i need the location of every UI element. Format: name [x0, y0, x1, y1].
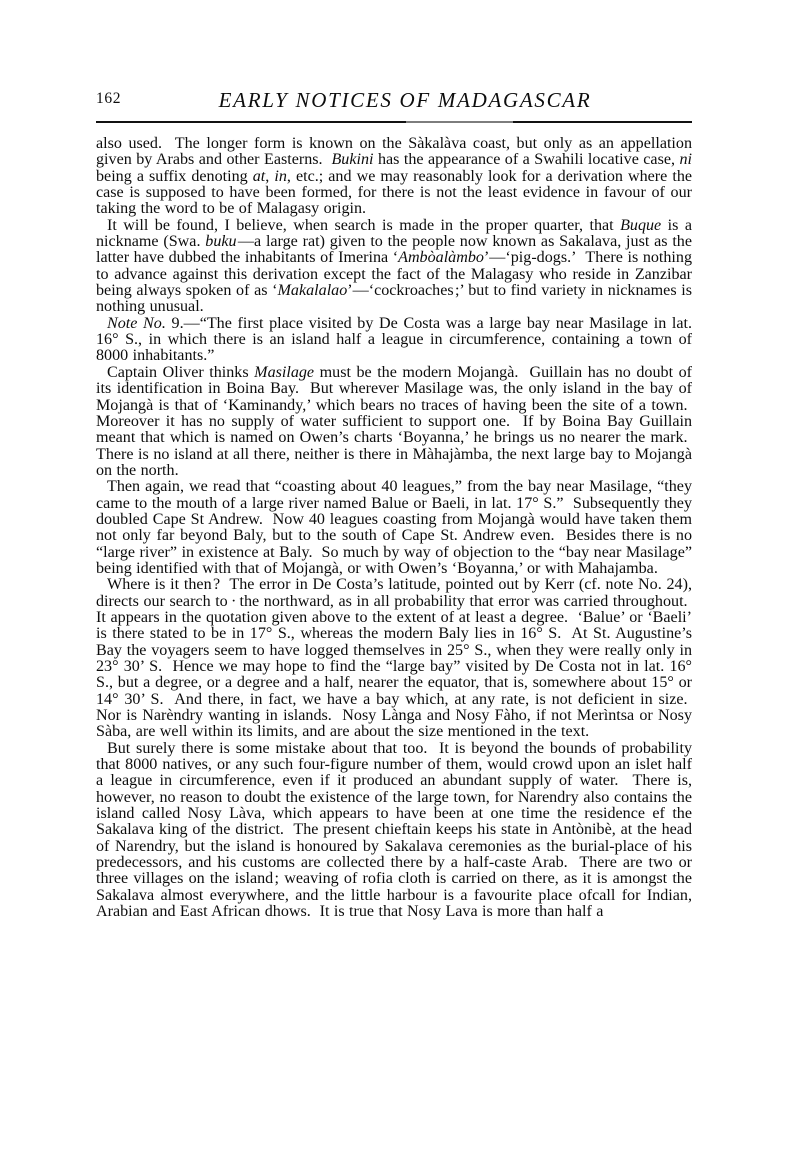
paragraph: But surely there is some mistake about that too. It is beyond the bounds of probability that 8000 natives, or any such four-figure number of them, would crowd upon an islet half a league in circumference, even if it produced an abundant supply of water. There is, however, no reason to doubt the existence of the large town, for Narendry also contains the island called Nosy Làva, which appears to have been at one time the residence ef the Sakalava king of the district. The present chieftain keeps his state in Antònibè, at the head of Narendry, but the island is honoured by Sakalava ceremonies as the burial-place of his predecessors, and his customs are collected there by a half-caste Arab. There are two or three villages on the island ; weaving of rofia cloth is carried on there, as it is amongst the Sakalava almost everywhere, and the little harbour is a favourite place ofcall for Indian, Arabian and East African dhows. It is true that Nosy Lava is more than half a — [96, 739, 692, 921]
paragraph: Where is it then ? The error in De Costa’s latitude, pointed out by Kerr (cf. note No. 24), directs our search to · the northward, as in all probability that error was carried throughout. It appears in the quotation given above to the extent of at least a degree. ‘Balue’ or ‘Baeli’ is there stated to be in 17° S., whereas the modern Baly lies in 16° S. At St. Augustine’s Bay the voyagers seem to have logged themselves in 25° S., when they were really only in 23° 30’ S. Hence we may hope to find the “large bay” visited by De Costa not in lat. 16° S., but a degree, or a degree and a half, nearer the equator, that is, somewhere about 15° or 14° 30’ S. And there, in fact, we have a bay which, at any rate, is not deficient in size. Nor is Narèndry wanting in islands. Nosy Lànga and Nosy Fàho, if not Merìntsa or Nosy Sàba, are well within its limits, and are about the size mentioned in the text. — [96, 576, 692, 741]
paragraph: Note No. 9.—“The first place visited by De Costa was a large bay near Masilage in lat. 16° S., in which there is an island half a league in circumference, containing a town of 8000 inhabitants.” — [96, 314, 693, 365]
running-title: EARLY NOTICES OF MADAGASCAR — [218, 88, 592, 112]
header-divider-rule — [96, 121, 692, 123]
paragraph: also used. The longer form is known on the Sàkalàva coast, but only as an appellation given by Arabs and other Easterns. Bukini has the appearance of a Swahili locative case, ni being a suffix denoting at, in, etc.; and we may reasonably look for a derivation where the case is supposed to have been formed, for there is not the least evidence in favour of our taking the word to be of Malagasy origin. — [96, 135, 693, 218]
paragraph: Captain Oliver thinks Masilage must be the modern Mojangà. Guillain has no doubt of its identification in Boina Bay. But wherever Masilage was, the only island in the bay of Mojangà is that of ‘Kaminandy,’ which bears no traces of having been the site of a town. Moreover it has no supply of water sufficient to support one. If by Boina Bay Guillain meant that which is named on Owen’s charts ‘Boyanna,’ he brings us no nearer the mark. There is no island at all there, neither is there in Màhajàmba, the next large bay to Mojangà on the north. — [96, 363, 692, 479]
paragraph: It will be found, I believe, when search is made in the proper quarter, that Buque is a nickname (Swa. buku —a large rat) given to the people now known as Sakalava, just as the latter have dubbed the inhabitants of Imerina ‘Ambòalàmbo’—‘pig-dogs.’ There is nothing to advance against this derivation except the fact of the Malagasy who reside in Zanzibar being always spoken of as ‘Makalalao’—‘cockroaches ;’ but to find variety in nicknames is nothing unusual. — [96, 216, 692, 316]
body-text-block — [96, 136, 692, 921]
page-folio-number: 162 — [96, 90, 122, 107]
running-head — [96, 88, 692, 114]
paragraph: Then again, we read that “coasting about 40 leagues,” from the bay near Masilage, “they came to the mouth of a large river named Balue or Baeli, in lat. 17° S.” Subsequently they doubled Cape St Andrew. Now 40 leagues coasting from Mojangà would have taken them not only far beyond Baly, but to the south of Cape St. Andrew even. Besides there is no “large river” in existence at Baly. So much by way of objection to the “bay near Masilage” being identified with that of Mojangà, or with Owen’s ‘Boyanna,’ or with Mahajamba. — [96, 478, 692, 577]
